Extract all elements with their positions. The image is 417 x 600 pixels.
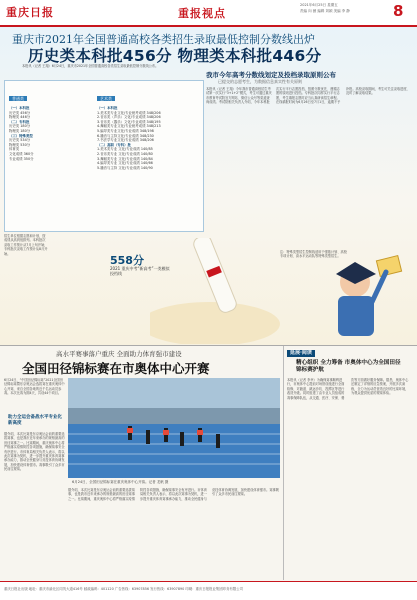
score-table-row: 4.编导类专业 文化/专业成绩 140/66 (97, 161, 153, 166)
score-table-row: 1.美术类专业 文化/专业成绩 140/85 (97, 147, 153, 152)
admission-letter-icon (376, 256, 401, 277)
score-table-row: 历史类 180分 (9, 124, 31, 129)
bottom-story-lead-text: 6月24日，“中国田径锦标赛”2021全国田径锦标赛暨东京奥运会选拔赛在重庆奥体中心开赛，来自全国各地的近千名运动员参赛。本次比赛为期4天，共设44个项目。 (4, 378, 65, 396)
score-table-row: 物理类 446分 (9, 115, 31, 120)
left-column-note: 招生单位根据志愿和计划，按成绩从高到低排列。本科批次录取工作预计从7月上旬开始，专科批次录取工作预计从8月开始。 (4, 234, 48, 256)
score-table-row: 7.书法学专业文化/专业成绩 348/206 (97, 138, 154, 143)
stadium-crowd (68, 408, 280, 424)
score-table-row: 物理类 180分 (9, 128, 31, 133)
score-table-row: 历史类 534分 (9, 138, 31, 143)
newspaper-logo: 重庆日报 (6, 6, 54, 19)
stat-value: 558分 (110, 254, 144, 267)
score-table-row: 体育类 (9, 147, 20, 152)
score-table-right-rows (97, 106, 201, 170)
score-table-row: 3.音乐类（器乐）文化/专业成绩 348/195 (97, 119, 161, 124)
graduate-raised-arm (372, 272, 386, 302)
score-table-row: （三）特殊类型 (9, 133, 33, 138)
photo-caption: 6月24日，全国田径锦标赛在重庆奥体中心开赛。记者 龙帆 摄 (72, 480, 169, 484)
score-table-row: 历史类 456分 (9, 110, 31, 115)
score-table-left (9, 85, 97, 161)
bottom-story-subhead: 助力全运会备战水平专业化新高度 (8, 415, 62, 426)
score-table-row: 2.音乐类专业 文化/专业成绩 140/80 (97, 151, 153, 156)
top-story-byline: 本报讯（记者 王翔）6月24日，重庆市2021年全国普通高校各类招生录取最低控制分数线公布。 (22, 64, 159, 68)
bottom-story-headline: 全国田径锦标赛在市奥体中心开赛 (22, 361, 210, 376)
bottom-story-kicker: 高水平赛事落户重庆 全面助力体育强市建设 (56, 350, 182, 358)
score-table-row: 文化成绩 360分 (9, 151, 34, 156)
score-table-row: 6.播音与主持文化/专业成绩 348/230 (97, 133, 154, 138)
score-table-row: 5.播音与主持 文化/专业成绩 140/90 (97, 165, 153, 170)
score-table-row: （二）专科批 (9, 119, 30, 124)
score-table-row: 2.音乐类（声乐）文化/专业成绩 348/206 (97, 115, 161, 120)
score-table-left-rows (9, 106, 97, 161)
right-column-footnote: 注：特殊类型招生控制线适用于强基计划、高校专项计划、高水平运动队等特殊类型招生。 (280, 250, 347, 259)
track-race-photo (68, 378, 280, 478)
ribbon-swirl (150, 302, 280, 344)
running-track (68, 424, 280, 478)
score-table-row: （二）高职（专科）批 (97, 142, 131, 147)
section-title: 重报视点 (178, 7, 226, 20)
stat-label: 2021 重庆中考“新高考”一类模拟投档线 (110, 266, 170, 276)
page-number: 8 (393, 2, 404, 20)
editor-credits: 责编 向 薇 编辑 刘颖 美编 李 静 (300, 9, 350, 13)
score-table-right (97, 85, 201, 170)
right-subhead: 我市今年高考分数线划定及投档录取原则公布 (206, 71, 336, 79)
score-table-row: 物理类 530分 (9, 142, 31, 147)
score-table-row: 5.编导类专业文化/专业成绩 348/198 (97, 128, 154, 133)
score-table-right-tag: 艺术类 (97, 96, 115, 101)
score-table-row: 4.舞蹈类专业文化/专业统考成绩 348/213 (97, 124, 161, 129)
sidebar-headline: 精心组织 全力筹备 市奥体中心为全国田径锦标赛护航 (296, 360, 401, 373)
top-story-kicker: 重庆市2021年全国普通高校各类招生录取最低控制分数线出炉 (12, 33, 315, 46)
sidebar-body: 本报讯（记者 李幸）为确保赛事顺利进行，市奥体中心提前对场馆设施进行全面检修，对跑道、跳远沙坑、投掷区等进行改造升级。同时组建了由专业人员组成的赛事保障队伍，从交通、医疗、安保、餐饮等方面做好服务保障。据悉，奥体中心还制定了详细的应急预案，开展多次演练，全力为运动员营造良好的比赛环境，为观众提供优质的观赛体验。 (287, 378, 409, 400)
graduate-body (338, 296, 374, 336)
score-table-left-tag: 普通类 (9, 96, 27, 101)
score-table (4, 80, 204, 232)
bottom-story-body: 据介绍，本次比赛是东京奥运会前的重要选拔赛事，也是我市近年来承办的规格最高的田径赛事之一。比赛期间，重庆奥体中心将严格落实疫情防控各项措施，确保赛事安全有序进行。市体育局相关负责人表示，将以此次赛事为契机，进一步提升重庆体育赛事承办能力，推动全民健身与竞技体育协调发展，加快建设体育强市。赛事吸引了众多市民前往观赛。 (68, 488, 279, 501)
right-subhead-note: 已提交的志愿考生，为数据信息真实性有关原则 (218, 79, 302, 84)
issue-date: 2021年6月25日 星期五 (300, 3, 338, 7)
score-table-row: 3.舞蹈类专业 文化/专业成绩 140/84 (97, 156, 153, 161)
bottom-story-lead (4, 378, 66, 580)
score-table-row: 1.美术类专业文化/专业统考成绩 348/206 (97, 110, 161, 115)
score-table-row: （一）本科批 (97, 106, 118, 110)
right-column-body: 本报讯（记者 王翔）今年我市普通高校招生考试第一次实行“3+1+2”模式，考生可通过重庆市教育考试院官方网站、微信公众号等渠道查询成绩。考试院相关负责人介绍，今年本科批次实行平行志愿投档，按照分数优先、遵循志愿的原则进行投档。专科批次同样实行平行志愿，考生填报志愿时应当认真研读招生章程。在线填报时间为6月26日至7月1日，逾期不予补报。高校录取期间，考生可关注录取进度，及时了解录取结果。 (206, 87, 410, 105)
graduate-illustration (150, 238, 417, 344)
footer-text: 重庆日报社出版 地址：重庆市渝北区同茂大道416号 邮政编码：401120 广告热线：63907856 发行热线：63907890 印刷：重庆日报报业集团印务有限公司 (4, 587, 244, 591)
score-table-row: （一）本科批 (9, 106, 30, 110)
bottom-story-lead-more: 据介绍，本次比赛是东京奥运会前的重要选拔赛事，也是我市近年来承办的规格最高的田径赛事之一。比赛期间，重庆奥体中心将严格落实疫情防控各项措施，确保赛事安全有序进行。市体育局相关负责人表示，将以此次赛事为契机，进一步提升重庆体育赛事承办能力，推动全民健身与竞技体育协调发展，加快建设体育强市。赛事吸引了众多市民前往观赛。 (4, 432, 65, 472)
score-table-row: 专业成绩 350分 (9, 156, 34, 161)
sidebar-tag: 延展·阅读 (287, 350, 315, 357)
top-story-headline: 历史类本科批456分 物理类本科批446分 (28, 47, 322, 65)
